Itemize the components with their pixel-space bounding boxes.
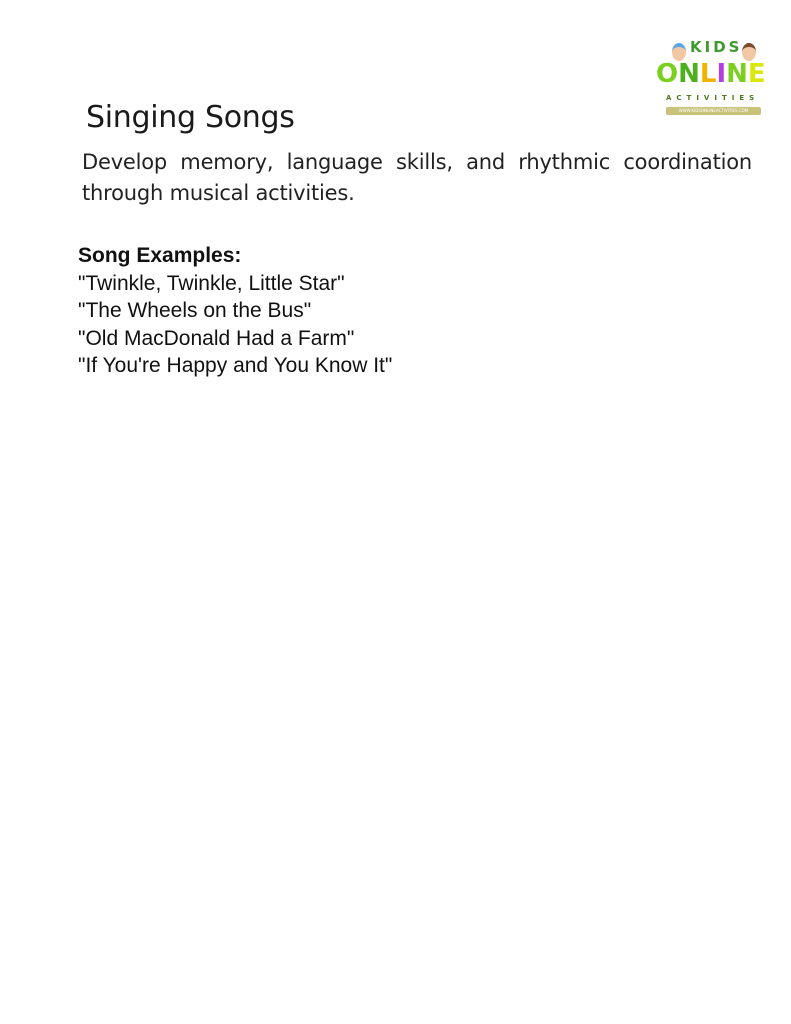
logo-online-letter: O	[656, 59, 679, 89]
song-list-item: "Old MacDonald Had a Farm"	[78, 326, 355, 350]
logo-url-bar: WWW.KIDSONLINEACTIVITIES.COM	[666, 107, 761, 115]
logo-online-text	[656, 60, 766, 88]
logo-activities-text: ACTIVITIES	[666, 94, 760, 102]
kids-online-activities-logo	[654, 34, 770, 118]
page-title: Singing Songs	[86, 100, 295, 135]
logo-online-letter: I	[716, 59, 727, 89]
logo-online-letter: E	[747, 59, 766, 89]
song-list-item: "If You're Happy and You Know It"	[78, 354, 393, 377]
song-examples-section	[78, 242, 392, 380]
logo-online-letter: L	[699, 59, 717, 89]
logo-online-letter: N	[726, 59, 748, 89]
intro-paragraph: Develop memory, language skills, and rhythmic coordination through musical activities.	[82, 150, 752, 205]
song-list-item: "The Wheels on the Bus"	[78, 299, 312, 322]
song-list	[78, 270, 392, 380]
logo-kids-row	[672, 38, 756, 60]
song-list-item: "Twinkle, Twinkle, Little Star"	[78, 271, 345, 295]
logo-kids-text: KIDS	[690, 38, 743, 56]
song-examples-heading: Song Examples:	[78, 244, 242, 267]
logo-online-letter: N	[678, 59, 700, 89]
